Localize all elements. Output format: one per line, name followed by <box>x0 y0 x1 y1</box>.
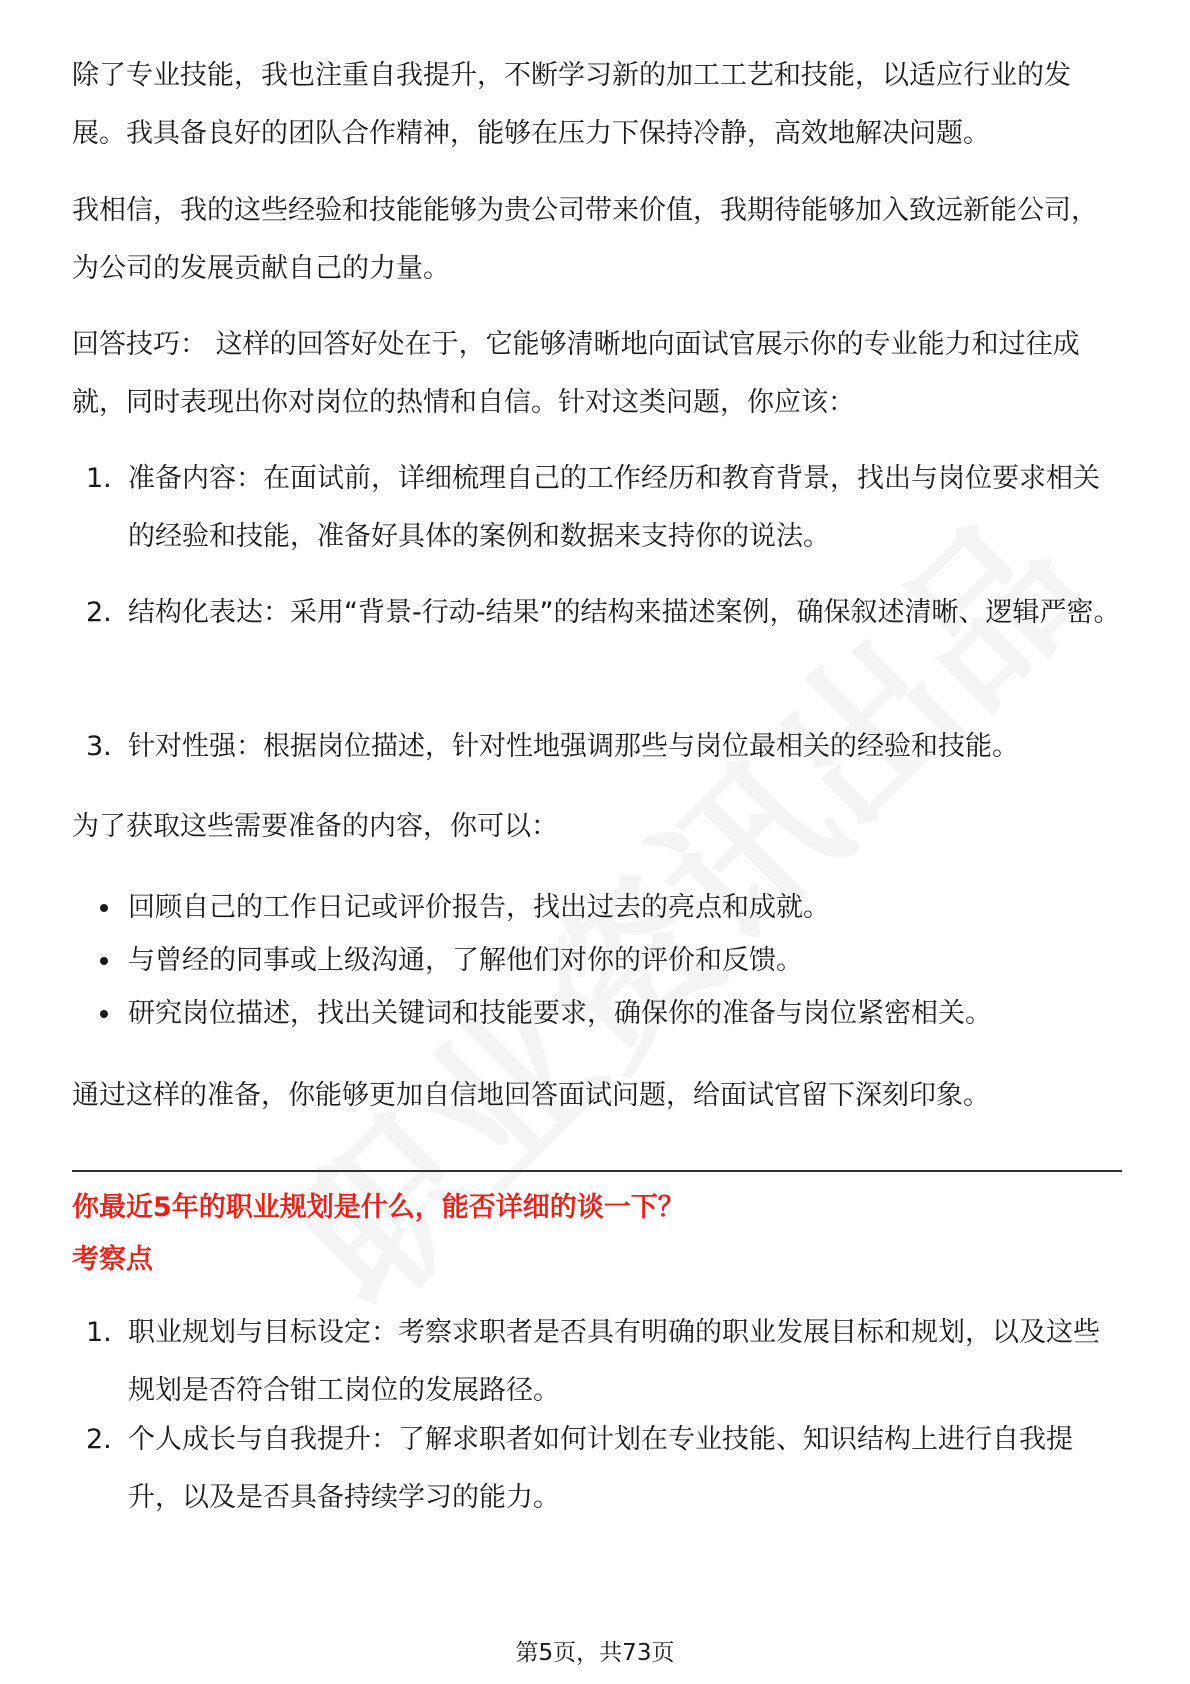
point-text: 职业规划与目标设定：考察求职者是否具有明确的职业发展目标和规划，以及这些规划是否符合钳工岗位的发展路径。 <box>128 1317 1100 1406</box>
tip-item-3 <box>86 718 1122 776</box>
tip-item-1 <box>86 450 1122 566</box>
prep-bullet-3 <box>100 987 1122 1041</box>
tip-number: 2. <box>86 597 112 628</box>
tip-text: 针对性强：根据岗位描述，针对性地强调那些与岗位最相关的经验和技能。 <box>128 731 1019 762</box>
tip-item-2 <box>86 584 1122 642</box>
point-item-1 <box>86 1304 1122 1420</box>
point-item-2 <box>86 1411 1122 1527</box>
question-subtitle: 考察点 <box>72 1244 153 1275</box>
tip-number: 1. <box>86 463 112 494</box>
prep-intro: 为了获取这些需要准备的内容，你可以： <box>72 811 558 842</box>
paragraph-belief: 我相信，我的这些经验和技能能够为贵公司带来价值，我期待能够加入致远新能公司，为公司的发展贡献自己的力量。 <box>72 195 1098 284</box>
point-text: 个人成长与自我提升：了解求职者如何计划在专业技能、知识结构上进行自我提升，以及是否具备持续学习的能力。 <box>128 1424 1073 1513</box>
prep-bullet-2 <box>100 934 1122 988</box>
paragraph-skills: 除了专业技能，我也注重自我提升，不断学习新的加工工艺和技能，以适应行业的发展。我具备良好的团队合作精神，能够在压力下保持冷静，高效地解决问题。 <box>72 60 1071 149</box>
prep-bullet-1 <box>100 881 1122 935</box>
tip-text: 结构化表达：采用“背景-行动-结果”的结构来描述案例，确保叙述清晰、逻辑严密。 <box>128 597 1121 628</box>
bullet-text: 研究岗位描述，找出关键词和技能要求，确保你的准备与岗位紧密相关。 <box>128 998 992 1029</box>
tip-number: 3. <box>86 731 112 762</box>
bullet-dot-icon <box>100 1010 108 1018</box>
point-number: 2. <box>86 1424 112 1455</box>
question-title: 你最近5年的职业规划是什么，能否详细的谈一下？ <box>72 1192 685 1223</box>
tip-text: 准备内容：在面试前，详细梳理自己的工作经历和教育背景，找出与岗位要求相关的经验和技能，准备好具体的案例和数据来支持你的说法。 <box>128 463 1100 552</box>
bullet-dot-icon <box>100 904 108 912</box>
point-number: 1. <box>86 1317 112 1348</box>
bullet-text: 回顾自己的工作日记或评价报告，找出过去的亮点和成就。 <box>128 892 830 923</box>
bullet-text: 与曾经的同事或上级沟通，了解他们对你的评价和反馈。 <box>128 945 803 976</box>
page-footer: 第5页，共73页 <box>515 1640 675 1666</box>
section-divider <box>72 1170 1122 1172</box>
closing-paragraph: 通过这样的准备，你能够更加自信地回答面试问题，给面试官留下深刻印象。 <box>72 1080 990 1111</box>
document-page <box>72 0 1122 1684</box>
bullet-dot-icon <box>100 957 108 965</box>
paragraph-answer-tips: 回答技巧： 这样的回答好处在于，它能够清晰地向面试官展示你的专业能力和过往成就，同时表现出你对岗位的热情和自信。针对这类问题，你应该： <box>72 329 1080 418</box>
